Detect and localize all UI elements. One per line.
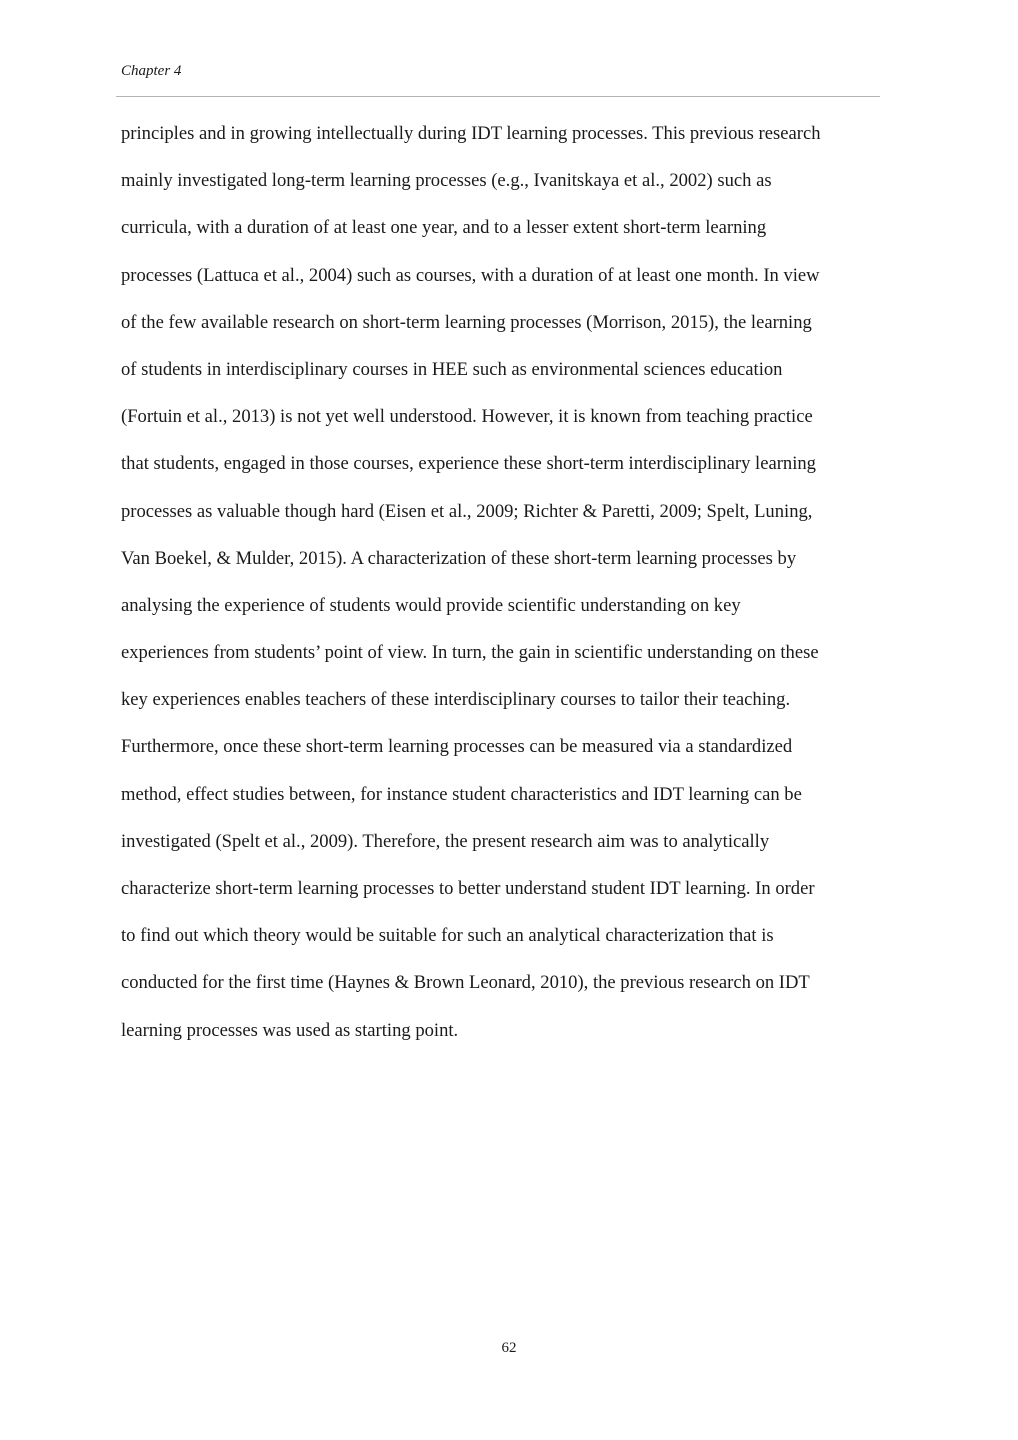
text-line: principles and in growing intellectually during IDT learning processes. This previous research bbox=[121, 123, 821, 144]
text-line: characterize short-term learning processes to better understand student IDT learning. In order bbox=[121, 878, 815, 899]
text-line: investigated (Spelt et al., 2009). Therefore, the present research aim was to analytically bbox=[121, 830, 770, 852]
text-line: that students, engaged in those courses, experience these short-term interdisciplinary learning bbox=[121, 453, 816, 475]
text-line: of the few available research on short-term learning processes (Morrison, 2015), the learning bbox=[121, 311, 812, 333]
text-line: of students in interdisciplinary courses in HEE such as environmental sciences education bbox=[121, 358, 783, 380]
text-line: conducted for the first time (Haynes & Brown Leonard, 2010), the previous research on IDT bbox=[121, 972, 810, 994]
text-line: experiences from students’ point of view. In turn, the gain in scientific understanding on these bbox=[121, 642, 819, 664]
body-paragraph bbox=[121, 120, 921, 1064]
text-line: processes as valuable though hard (Eisen et al., 2009; Richter & Paretti, 2009; Spelt, Luning, bbox=[121, 500, 813, 522]
text-line: Furthermore, once these short-term learning processes can be measured via a standardized bbox=[121, 736, 793, 758]
text-line: mainly investigated long-term learning processes (e.g., Ivanitskaya et al., 2002) such as bbox=[121, 170, 772, 192]
text-line: learning processes was used as starting point. bbox=[121, 1019, 459, 1041]
text-line: method, effect studies between, for instance student characteristics and IDT learning can be bbox=[121, 783, 802, 805]
running-header-chapter: Chapter 4 bbox=[121, 63, 182, 79]
header-divider bbox=[116, 96, 880, 97]
text-line: analysing the experience of students would provide scientific understanding on key bbox=[121, 594, 741, 616]
text-line: (Fortuin et al., 2013) is not yet well understood. However, it is known from teaching practice bbox=[121, 406, 813, 428]
page-number: 62 bbox=[501, 1340, 517, 1356]
text-line: curricula, with a duration of at least one year, and to a lesser extent short-term learning bbox=[121, 217, 767, 239]
text-line: key experiences enables teachers of these interdisciplinary courses to tailor their teaching. bbox=[121, 689, 791, 711]
text-line: processes (Lattuca et al., 2004) such as courses, with a duration of at least one month. In view bbox=[121, 264, 820, 286]
text-line: Van Boekel, & Mulder, 2015). A characterization of these short-term learning processes by bbox=[121, 547, 797, 569]
text-line: to find out which theory would be suitable for such an analytical characterization that is bbox=[121, 925, 774, 947]
